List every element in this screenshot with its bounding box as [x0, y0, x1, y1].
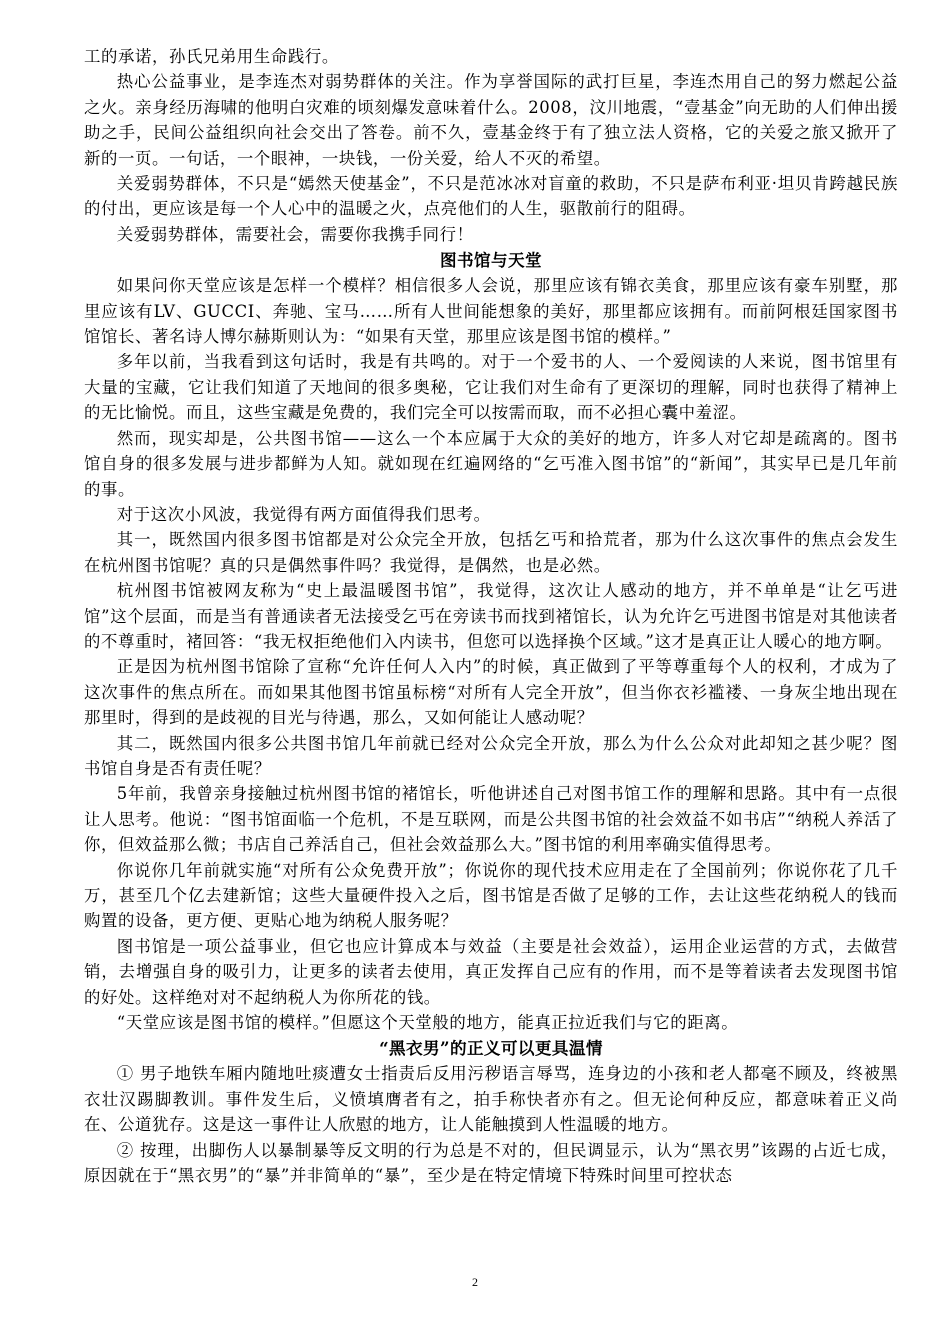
- section-title: “黑衣男”的正义可以更具温情: [379, 1038, 603, 1059]
- section-title: 图书馆与天堂: [440, 250, 542, 271]
- paragraph: 杭州图书馆被网友称为“史上最温暖图书馆”，我觉得，这次让人感动的地方，并不单单是“让乞丐进馆”这个层面，而是当有普通读者无法接受乞丐在旁读书而找到褚馆长，认为允许乞丐进图书馆是对其他读者的不尊重时，褚回答：“我无权拒绝他们入内读书，但您可以选择换个区域。”这才是真正让人暖心的地方啊。: [84, 581, 898, 651]
- paragraph: “天堂应该是图书馆的模样。”但愿这个天堂般的地方，能真正拉近我们与它的距离。: [116, 1013, 739, 1033]
- paragraph: 热心公益事业，是李连杰对弱势群体的关注。作为享誉国际的武打巨星，李连杰用自己的努力燃起公益之火。亲身经历海啸的他明白灾难的顷刻爆发意味着什么。2008，汶川地震，“壹基金”向无助的人们伸出援助之手，民间公益组织向社会交出了答卷。前不久，壹基金终于有了独立法人资格，它的关爱之旅又掀开了新的一页。一句话，一个眼神，一块钱，一份关爱，给人不灭的希望。: [84, 72, 898, 168]
- paragraph: 其二，既然国内很多公共图书馆几年前就已经对公众完全开放，那么为什么公众对此却知之甚少呢？图书馆自身是否有责任呢？: [84, 733, 898, 778]
- paragraph: 你说你几年前就实施“对所有公众免费开放”；你说你的现代技术应用走在了全国前列；你说你花了几千万，甚至几个亿去建新馆；这些大量硬件投入之后，图书馆是否做了足够的工作，去让这些花纳税人的钱而购置的设备，更方便、更贴心地为纳税人服务呢？: [84, 860, 898, 931]
- paragraph: ② 按理，出脚伤人以暴制暴等反文明的行为总是不对的，但民调显示，认为“黑衣男”该踢的占近七成，原因就在于“黑衣男”的“暴”并非简单的“暴”，至少是在特定情境下特殊时间里可控状态: [84, 1140, 898, 1186]
- paragraph: 其一，既然国内很多图书馆都是对公众完全开放，包括乞丐和拾荒者，那为什么这次事件的焦点会发生在杭州图书馆呢？真的只是偶然事件吗？我觉得，是偶然，也是必然。: [84, 530, 898, 575]
- paragraph: 正是因为杭州图书馆除了宣称“允许任何人入内”的时候，真正做到了平等尊重每个人的权利，才成为了这次事件的焦点所在。而如果其他图书馆虽标榜“对所有人完全开放”，但当你衣衫褴褛、一身灰尘地出现在那里时，得到的是歧视的目光与待遇，那么，又如何能让人感动呢？: [84, 657, 898, 728]
- document-body: [84, 44, 898, 1188]
- paragraph: 关爱弱势群体，需要社会，需要你我携手同行！: [116, 224, 474, 244]
- paragraph: 多年以前，当我看到这句话时，我是有共鸣的。对于一个爱书的人、一个爱阅读的人来说，图书馆里有大量的宝藏，它让我们知道了天地间的很多奥秘，它让我们对生命有了更深切的理解，同时也获得了精神上的无比愉悦。而且，这些宝藏是免费的，我们完全可以按需而取，而不必担心囊中羞涩。: [84, 352, 898, 423]
- paragraph: 图书馆是一项公益事业，但它也应计算成本与效益（主要是社会效益），运用企业运营的方式，去做营销，去增强自身的吸引力，让更多的读者去使用，真正发挥自己应有的作用，而不是等着读者去发现图书馆的好处。这样绝对对不起纳税人为你所花的钱。: [84, 936, 898, 1007]
- paragraph: 工的承诺，孙氏兄弟用生命践行。: [84, 47, 339, 66]
- paragraph: 5年前，我曾亲身接触过杭州图书馆的褚馆长，听他讲述自己对图书馆工作的理解和思路。其中有一点很让人思考。他说：“图书馆面临一个危机，不是互联网，而是公共图书馆的社会效益不如书店”“纳税人养活了你，但效益那么微；书店自己养活自己，但社会效益那么大。”图书馆的利用率确实值得思考。: [84, 784, 898, 855]
- paragraph: ① 男子地铁车厢内随地吐痰遭女士指责后反用污秽语言辱骂，连身边的小孩和老人都毫不顾及，终被黑衣壮汉踢脚教训。事件发生后，义愤填膺者有之，拍手称快者亦有之。但无论何种反应，都意味着正义尚在、公道犹存。这是这一事件让人欣慰的地方，让人能触摸到人性温暖的地方。: [84, 1064, 898, 1135]
- paragraph: 然而，现实却是，公共图书馆——这么一个本应属于大众的美好的地方，许多人对它却是疏离的。图书馆自身的很多发展与进步都鲜为人知。就如现在红遍网络的“乞丐准入图书馆”的“新闻”，其实早已是几年前的事。: [84, 428, 898, 499]
- paragraph: 如果问你天堂应该是怎样一个模样？相信很多人会说，那里应该有锦衣美食，那里应该有豪车别墅，那里应该有LV、GUCCI、奔驰、宝马……所有人世间能想象的美好，那里都应该拥有。而前阿根廷国家图书馆馆长、著名诗人博尔赫斯则认为：“如果有天堂，那里应该是图书馆的模样。”: [84, 276, 898, 347]
- paragraph: 对于这次小风波，我觉得有两方面值得我们思考。: [116, 504, 491, 524]
- paragraph: 关爱弱势群体，不只是“嫣然天使基金”，不只是范冰冰对盲童的救助，不只是萨布利亚·坦贝肯跨越民族的付出，更应该是每一个人心中的温暖之火，点亮他们的人生，驱散前行的阻碍。: [84, 174, 898, 219]
- page-number: 2: [472, 1275, 478, 1289]
